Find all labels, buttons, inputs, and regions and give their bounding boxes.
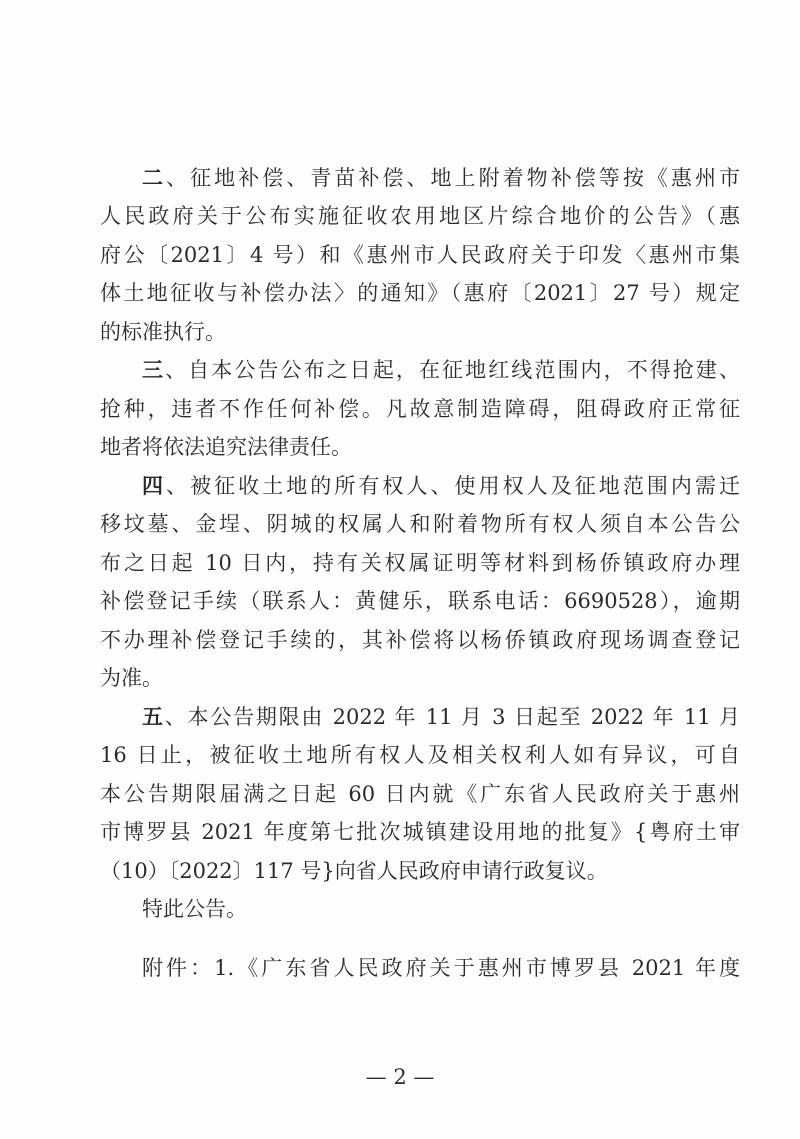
paragraph-3-line-3: 地者将依法追究法律责任。	[100, 435, 352, 459]
paragraph-2-line-5: 的标准执行。	[100, 320, 226, 344]
paragraph-2-line-2: 人民政府关于公布实施征收农用地区片综合地价的公告》（惠	[100, 204, 740, 228]
paragraph-5-line-1: 五、本公告期限由 2022 年 11 月 3 日起至 2022 年 11 月	[142, 704, 740, 729]
page-number: — 2 —	[365, 1065, 435, 1089]
paragraph-4-line-1: 四、被征收土地的所有权人、使用权人及征地范围内需迁	[142, 473, 741, 498]
paragraph-3-line-2: 抢种，违者不作任何补偿。凡故意制造障碍，阻碍政府正常征	[100, 397, 740, 421]
paragraph-2-line-1: 二、征地补偿、青苗补偿、地上附着物补偿等按《惠州市	[142, 165, 741, 190]
paragraph-3-line-1: 三、自本公告公布之日起，在征地红线范围内，不得抢建、	[142, 357, 741, 382]
paragraph-4-line-6: 为准。	[100, 666, 163, 690]
section-number: 四	[142, 473, 167, 498]
paragraph-4-line-5: 不办理补偿登记手续的，其补偿将以杨侨镇政府现场调查登记	[100, 628, 740, 652]
paragraph-2-line-4: 体土地征收与补偿办法〉的通知》（惠府〔2021〕27 号）规定	[100, 281, 740, 305]
paragraph-4-line-4: 补偿登记手续（联系人：黄健乐，联系电话：6690528），逾期	[100, 589, 740, 613]
paragraph-5-line-2: 16 日止，被征收土地所有权人及相关权利人如有异议，可自	[100, 743, 740, 767]
closing-statement: 特此公告。	[142, 897, 247, 921]
section-number: 五	[142, 704, 165, 729]
paragraph-2-line-3: 府公〔2021〕4 号）和《惠州市人民政府关于印发〈惠州市集	[100, 243, 740, 267]
paragraph-4-line-2: 移坟墓、金埕、阴城的权属人和附着物所有权人须自本公告公	[100, 512, 740, 536]
paragraph-5-line-5: （10）〔2022〕117 号}向省人民政府申请行政复议。	[100, 859, 608, 883]
section-number: 三	[142, 357, 166, 382]
paragraph-5-line-3: 本公告期限届满之日起 60 日内就《广东省人民政府关于惠州	[100, 782, 740, 806]
section-number: 二	[142, 165, 167, 190]
paragraph-5-line-4: 市博罗县 2021 年度第七批次城镇建设用地的批复》{粤府土审	[100, 820, 740, 844]
paragraph-4-line-3: 布之日起 10 日内，持有关权属证明等材料到杨侨镇政府办理	[100, 551, 740, 575]
attachment-line: 附件：1.《广东省人民政府关于惠州市博罗县 2021 年度	[142, 956, 740, 980]
